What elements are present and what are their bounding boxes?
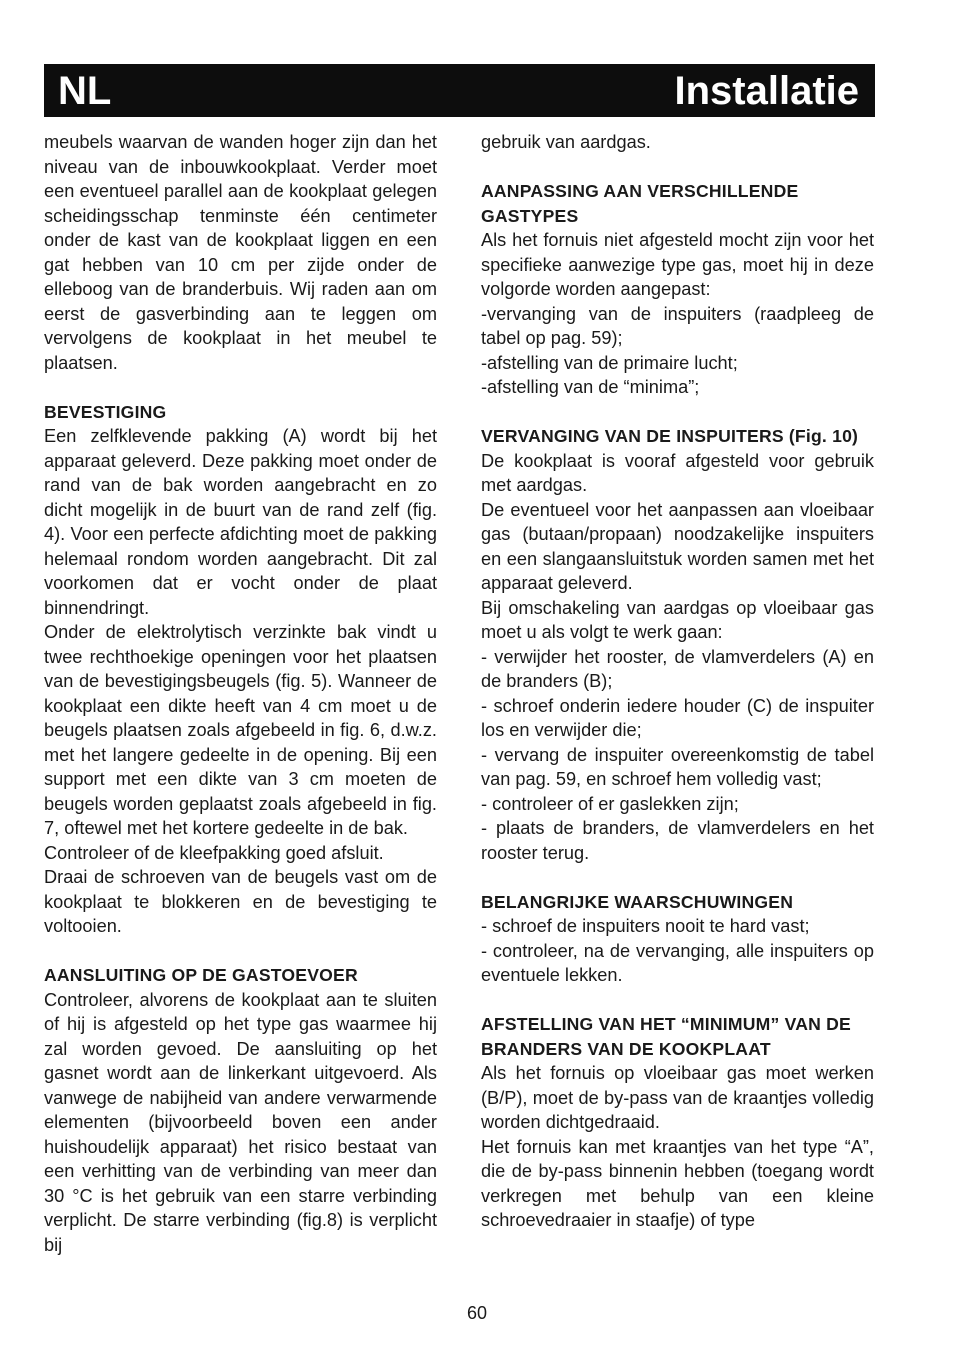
left-column xyxy=(44,130,437,1257)
paragraph: -afstelling van de primaire lucht; xyxy=(481,352,738,373)
language-code: NL xyxy=(58,69,112,113)
page-header xyxy=(44,64,875,117)
paragraph: gebruik van aardgas. xyxy=(481,132,651,152)
section-heading: BEVESTIGING xyxy=(44,401,167,422)
paragraph: - vervang de inspuiter overeenkomstig de tabel van pag. 59, en schroef hem volledig vast; xyxy=(481,744,874,789)
spacer xyxy=(481,400,874,425)
paragraph: Bij omschakeling van aardgas op vloeibaar gas moet u als volgt te werk gaan: xyxy=(481,597,874,642)
paragraph: Als het fornuis op vloeibaar gas moet werken (B/P), moet de by-pass van de kraantjes volledig worden dichtgedraaid. xyxy=(481,1063,874,1132)
paragraph: - controleer, na de vervanging, alle inspuiters op eventuele lekken. xyxy=(481,940,874,985)
section-heading: AANPASSING AAN VERSCHILLENDE GASTYPES xyxy=(481,181,799,226)
paragraph: Draai de schroeven van de beugels vast om de kookplaat te blokkeren en de bevestiging te voltooien. xyxy=(44,867,437,936)
right-column xyxy=(481,130,874,1233)
spacer xyxy=(481,155,874,180)
paragraph: meubels waarvan de wanden hoger zijn dan het niveau van de inbouwkookplaat. Verder moet een eventueel parallel aan de kookplaat gelegen scheidingsschap tenminste één centimeter onder de kast van de kookplaat liggen en een gat hebben van 10 cm per zijde onder de elleboog van de branderbuis. Wij raden aan om eerst de gasverbinding aan te leggen om vervolgens de kookplaat in het meubel te plaatsen. xyxy=(44,132,437,373)
paragraph: Controleer of de kleefpakking goed afsluit. xyxy=(44,842,384,863)
spacer xyxy=(481,988,874,1013)
paragraph: -vervanging van de inspuiters (raadpleeg de tabel op pag. 59); xyxy=(481,303,874,348)
paragraph: - schroef onderin iedere houder (C) de inspuiter los en verwijder die; xyxy=(481,695,874,740)
paragraph: De kookplaat is vooraf afgesteld voor gebruik met aardgas. xyxy=(481,450,874,495)
paragraph: - controleer of er gaslekken zijn; xyxy=(481,793,739,814)
page-title: Installatie xyxy=(674,69,859,113)
paragraph: - schroef de inspuiters nooit te hard vast; xyxy=(481,916,810,936)
section-heading: VERVANGING VAN DE INSPUITERS (Fig. 10) xyxy=(481,426,859,446)
paragraph: Onder de elektrolytisch verzinkte bak vindt u twee rechthoekige openingen voor het plaatsen van de bevestigingsbeugels (fig. 5). Wanneer de kookplaat een dikte heeft van 4 cm moet u de beugels plaatsen zoals afgebeeld in fig. 6, d.w.z. met het langere gedeelte in de opening. Bij een support met een dikte van 3 cm moeten de beugels worden geplaatst zoals afgebeeld in fig. 7, oftewel met het kortere gedeelte in de bak. xyxy=(44,622,437,838)
spacer xyxy=(44,939,437,964)
paragraph: Een zelfklevende pakking (A) wordt bij het apparaat geleverd. Deze pakking moet onder de rand van de bak worden aangebracht en zo dicht mogelijk in de buurt van de rand zelf (fig. 4). Voor een perfecte afdichting moet de pakking helemaal rondom worden aangebracht. Dit zal voorkomen dat er vocht onder de plaat binnendringt. xyxy=(44,426,437,618)
section-heading: AFSTELLING VAN HET “MINIMUM” VAN DE BRANDERS VAN DE KOOKPLAAT xyxy=(481,1014,851,1059)
paragraph: -afstelling van de “minima”; xyxy=(481,377,700,397)
paragraph: - plaats de branders, de vlamverdelers en het rooster terug. xyxy=(481,818,874,863)
spacer xyxy=(481,865,874,890)
spacer xyxy=(44,375,437,400)
paragraph: De eventueel voor het aanpassen aan vloeibaar gas (butaan/propaan) noodzakelijke inspuiters en een slangaansluitstuk worden samen met het apparaat geleverd. xyxy=(481,499,874,593)
paragraph: Het fornuis kan met kraantjes van het type “A”, die de by-pass binnenin hebben (toegang wordt verkregen met behulp van een kleine schroevedraaier in staafje) of type xyxy=(481,1136,874,1230)
paragraph: Controleer, alvorens de kookplaat aan te sluiten of hij is afgesteld op het type gas waarmee hij zal worden gevoed. De aansluiting op het gasnet wordt aan de linkerkant uitgevoerd. Als vanwege de nabijheid van andere verwarmende elementen (bijvoorbeeld boven een ander huishoudelijk apparaat) het risico bestaat van een verhitting van de verbinding van meer dan 30 °C is het gebruik van een starre verbinding verplicht. De starre verbinding (fig.8) is verplicht bij xyxy=(44,989,437,1255)
section-heading: BELANGRIJKE WAARSCHUWINGEN xyxy=(481,891,794,912)
paragraph: Als het fornuis niet afgesteld mocht zijn voor het specifieke aanwezige type gas, moet hij in deze volgorde worden aangepast: xyxy=(481,230,874,299)
paragraph: - verwijder het rooster, de vlamverdelers (A) en de branders (B); xyxy=(481,646,874,691)
page-number: 60 xyxy=(466,1303,488,1323)
section-heading: AANSLUITING OP DE GASTOEVOER xyxy=(44,965,358,985)
